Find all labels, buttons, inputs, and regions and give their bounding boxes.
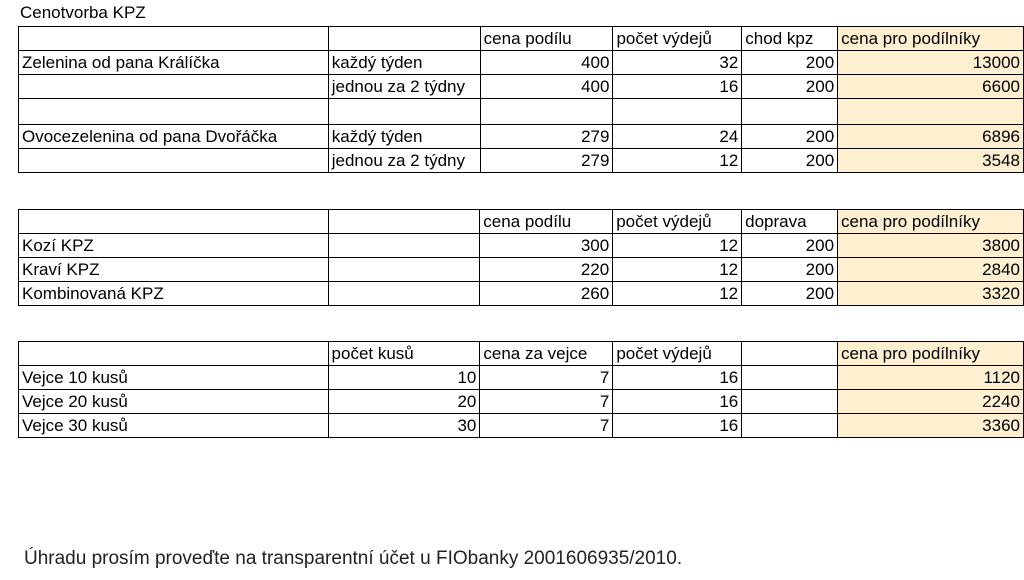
table-cell[interactable]: 16: [613, 414, 742, 438]
table-cell[interactable]: jednou za 2 týdny: [328, 75, 480, 99]
table-cell[interactable]: 3800: [838, 234, 1024, 258]
table-cell[interactable]: 2840: [838, 258, 1024, 282]
table-cell[interactable]: [328, 258, 480, 282]
table-cell[interactable]: [19, 75, 329, 99]
table-cell[interactable]: Vejce 30 kusů: [19, 414, 329, 438]
table-cell[interactable]: 200: [742, 51, 838, 75]
table-cell[interactable]: [742, 414, 838, 438]
table-cell[interactable]: 30: [328, 414, 480, 438]
column-header[interactable]: počet kusů: [328, 342, 480, 366]
table-cell[interactable]: Zelenina od pana Králíčka: [19, 51, 329, 75]
table-row: [19, 75, 1024, 99]
column-header[interactable]: počet výdejů: [613, 342, 742, 366]
table-cell[interactable]: 279: [480, 125, 613, 149]
table-cell[interactable]: [742, 99, 838, 125]
column-header[interactable]: [328, 210, 480, 234]
table-cell[interactable]: 6896: [838, 125, 1024, 149]
payment-note: Úhradu prosím proveďte na transparentní účet u FIObanky 2001606935/2010.: [24, 548, 683, 569]
table-cell[interactable]: 12: [613, 234, 742, 258]
table-cell[interactable]: 16: [613, 75, 742, 99]
table-cell[interactable]: [328, 99, 480, 125]
table-cell[interactable]: 24: [613, 125, 742, 149]
table-cell[interactable]: Kraví KPZ: [19, 258, 329, 282]
table-row: [19, 125, 1024, 149]
table-cell[interactable]: každý týden: [328, 51, 480, 75]
table-row: [19, 366, 1024, 390]
table-cell[interactable]: [838, 99, 1024, 125]
table-cell[interactable]: [742, 390, 838, 414]
vegetable-pricing-table: [18, 26, 1024, 173]
header-row: [19, 27, 1024, 51]
table-cell[interactable]: 279: [480, 149, 613, 173]
table-cell[interactable]: 7: [480, 366, 613, 390]
table-cell[interactable]: Kombinovaná KPZ: [19, 282, 329, 306]
table-row: [19, 51, 1024, 75]
column-header[interactable]: doprava: [742, 210, 838, 234]
table-cell[interactable]: [613, 99, 742, 125]
column-header[interactable]: cena za vejce: [480, 342, 613, 366]
table-cell[interactable]: 13000: [838, 51, 1024, 75]
table-cell[interactable]: 200: [742, 75, 838, 99]
table-row: [19, 390, 1024, 414]
table-cell[interactable]: 2240: [838, 390, 1024, 414]
column-header[interactable]: [19, 27, 329, 51]
table-cell[interactable]: 200: [742, 125, 838, 149]
table-cell[interactable]: [328, 282, 480, 306]
column-header[interactable]: [19, 342, 329, 366]
table-cell[interactable]: 20: [328, 390, 480, 414]
table-row: [19, 414, 1024, 438]
column-header[interactable]: cena pro podílníky: [838, 342, 1024, 366]
table-cell[interactable]: Vejce 20 kusů: [19, 390, 329, 414]
column-header[interactable]: počet výdejů: [613, 27, 742, 51]
column-header[interactable]: počet výdejů: [613, 210, 742, 234]
table-cell[interactable]: 300: [480, 234, 613, 258]
table-cell[interactable]: 32: [613, 51, 742, 75]
table-row: [19, 258, 1024, 282]
column-header[interactable]: [742, 342, 838, 366]
column-header[interactable]: chod kpz: [742, 27, 838, 51]
table-cell[interactable]: 6600: [838, 75, 1024, 99]
table-cell[interactable]: 10: [328, 366, 480, 390]
column-header[interactable]: [19, 210, 329, 234]
table-cell[interactable]: 3360: [838, 414, 1024, 438]
table-cell[interactable]: 400: [480, 51, 613, 75]
table-cell[interactable]: jednou za 2 týdny: [328, 149, 480, 173]
table-cell[interactable]: 12: [613, 258, 742, 282]
table-cell[interactable]: [742, 366, 838, 390]
table-cell[interactable]: 3548: [838, 149, 1024, 173]
table-cell[interactable]: Ovocezelenina od pana Dvořáčka: [19, 125, 329, 149]
milk-pricing-table: [18, 209, 1024, 306]
table-row: [19, 234, 1024, 258]
table-cell[interactable]: 7: [480, 414, 613, 438]
sheet-title: Cenotvorba KPZ: [20, 3, 146, 22]
table-cell[interactable]: 220: [480, 258, 613, 282]
table-cell[interactable]: 400: [480, 75, 613, 99]
column-header[interactable]: [328, 27, 480, 51]
header-row: [19, 210, 1024, 234]
table-cell[interactable]: 200: [742, 258, 838, 282]
table-cell[interactable]: 7: [480, 390, 613, 414]
column-header[interactable]: cena podílu: [480, 27, 613, 51]
table-cell[interactable]: 12: [613, 149, 742, 173]
table-cell[interactable]: 12: [613, 282, 742, 306]
table-cell[interactable]: 200: [742, 234, 838, 258]
table-row: [19, 149, 1024, 173]
table-cell[interactable]: 260: [480, 282, 613, 306]
column-header[interactable]: cena pro podílníky: [838, 210, 1024, 234]
eggs-pricing-table: [18, 341, 1024, 438]
table-cell[interactable]: 200: [742, 282, 838, 306]
column-header[interactable]: cena podílu: [480, 210, 613, 234]
table-cell[interactable]: [480, 99, 613, 125]
table-cell[interactable]: Kozí KPZ: [19, 234, 329, 258]
table-cell[interactable]: [328, 234, 480, 258]
table-cell[interactable]: [19, 99, 329, 125]
header-row: [19, 342, 1024, 366]
table-cell[interactable]: 16: [613, 366, 742, 390]
column-header[interactable]: cena pro podílníky: [838, 27, 1024, 51]
table-row: [19, 282, 1024, 306]
table-cell[interactable]: každý týden: [328, 125, 480, 149]
table-row: [19, 99, 1024, 125]
table-cell[interactable]: 1120: [838, 366, 1024, 390]
table-cell[interactable]: [19, 149, 329, 173]
table-cell[interactable]: 16: [613, 390, 742, 414]
table-cell[interactable]: 3320: [838, 282, 1024, 306]
table-cell[interactable]: 200: [742, 149, 838, 173]
table-cell[interactable]: Vejce 10 kusů: [19, 366, 329, 390]
